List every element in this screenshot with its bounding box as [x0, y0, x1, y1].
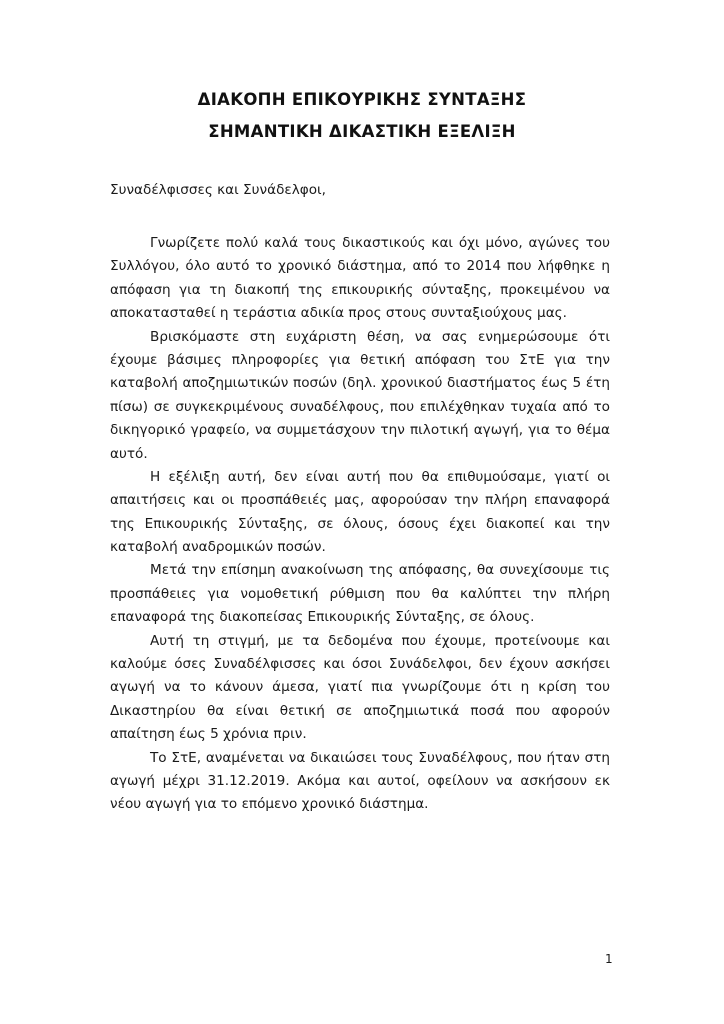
text-line: καλούμε όσες Συναδέλφισσες και όσοι Συνάδελφοι, δεν έχουν ασκήσει	[110, 656, 610, 673]
title-line: ΔΙΑΚΟΠΗ ΕΠΙΚΟΥΡΙΚΗΣ ΣΥΝΤΑΞΗΣ	[197, 90, 527, 109]
paragraph	[110, 559, 610, 629]
paragraph	[110, 466, 610, 560]
text-line: Συλλόγου, όλο αυτό το χρονικό διάστημα, από το 2014 που λήφθηκε η	[110, 258, 610, 275]
paragraph	[110, 232, 610, 326]
text-line: Η εξέλιξη αυτή, δεν είναι αυτή που θα επιθυμούσαμε, γιατί οι	[150, 468, 610, 485]
text-line: καταβολή αποζημιωτικών ποσών (δηλ. χρονικού διαστήματος έως 5 έτη	[110, 375, 610, 392]
text-line: πίσω) σε συγκεκριμένους συναδέλφους, που επιλέχθηκαν τυχαία από το	[110, 398, 610, 415]
text-line: έχουμε βάσιμες πληροφορίες για θετική απόφαση του ΣτΕ για την	[110, 351, 610, 368]
text-line: Το ΣτΕ, αναμένεται να δικαιώσει τους Συναδέλφους, που ήταν στη	[150, 749, 610, 766]
document-title	[0, 90, 724, 142]
text-line: καταβολή αναδρομικών ποσών.	[110, 539, 326, 556]
text-line: της Επικουρικής Σύνταξης, σε όλους, όσους έχει διακοπεί και την	[110, 515, 610, 532]
text-line: αυτό.	[110, 445, 148, 462]
text-line: απαίτηση έως 5 χρόνια πριν.	[110, 726, 307, 743]
text-line: αγωγή να το κάνουν άμεσα, γιατί πια γνωρίζουμε ότι η κρίση του	[110, 679, 610, 696]
text-line: Δικαστηρίου θα είναι θετική σε αποζημιωτικά ποσά που αφορούν	[110, 702, 610, 719]
letter-body	[110, 232, 610, 817]
text-line: απόφαση για τη διακοπή της επικουρικής σύνταξης, προκειμένου να	[110, 281, 610, 298]
paragraph	[110, 747, 610, 817]
text-line: Μετά την επίσημη ανακοίνωση της απόφασης, θα συνεχίσουμε τις	[150, 562, 610, 579]
text-line: επαναφορά της διακοπείσας Επικουρικής Σύνταξης, σε όλους.	[110, 609, 535, 626]
text-line: απαιτήσεις και οι προσπάθειές μας, αφορούσαν την πλήρη επαναφορά	[110, 492, 610, 509]
text-line: αποκατασταθεί η τεράστια αδικία προς στους συνταξιούχους μας.	[110, 305, 567, 322]
paragraph	[110, 326, 610, 466]
text-line: προσπάθειες για νομοθετική ρύθμιση που θα καλύπτει την πλήρη	[110, 585, 610, 602]
text-line: νέου αγωγή για το επόμενο χρονικό διάστημα.	[110, 796, 429, 813]
text-line: Βρισκόμαστε στη ευχάριστη θέση, να σας ενημερώσουμε ότι	[150, 328, 610, 345]
greeting: Συναδέλφισσες και Συνάδελφοι,	[110, 182, 326, 198]
text-line: αγωγή μέχρι 31.12.2019. Ακόμα και αυτοί, οφείλουν να ασκήσουν εκ	[110, 772, 610, 789]
text-line: Γνωρίζετε πολύ καλά τους δικαστικούς και όχι μόνο, αγώνες του	[150, 235, 610, 251]
text-line: Αυτή τη στιγμή, με τα δεδομένα που έχουμε, προτείνουμε και	[150, 632, 610, 649]
text-line: δικηγορικό γραφείο, να συμμετάσχουν την πιλοτική αγωγή, για το θέμα	[110, 422, 610, 439]
page-number: 1	[605, 952, 613, 966]
subtitle-line: ΣΗΜΑΝΤΙΚΗ ΔΙΚΑΣΤΙΚΗ ΕΞΕΛΙΞΗ	[208, 122, 516, 141]
paragraph	[110, 630, 610, 747]
